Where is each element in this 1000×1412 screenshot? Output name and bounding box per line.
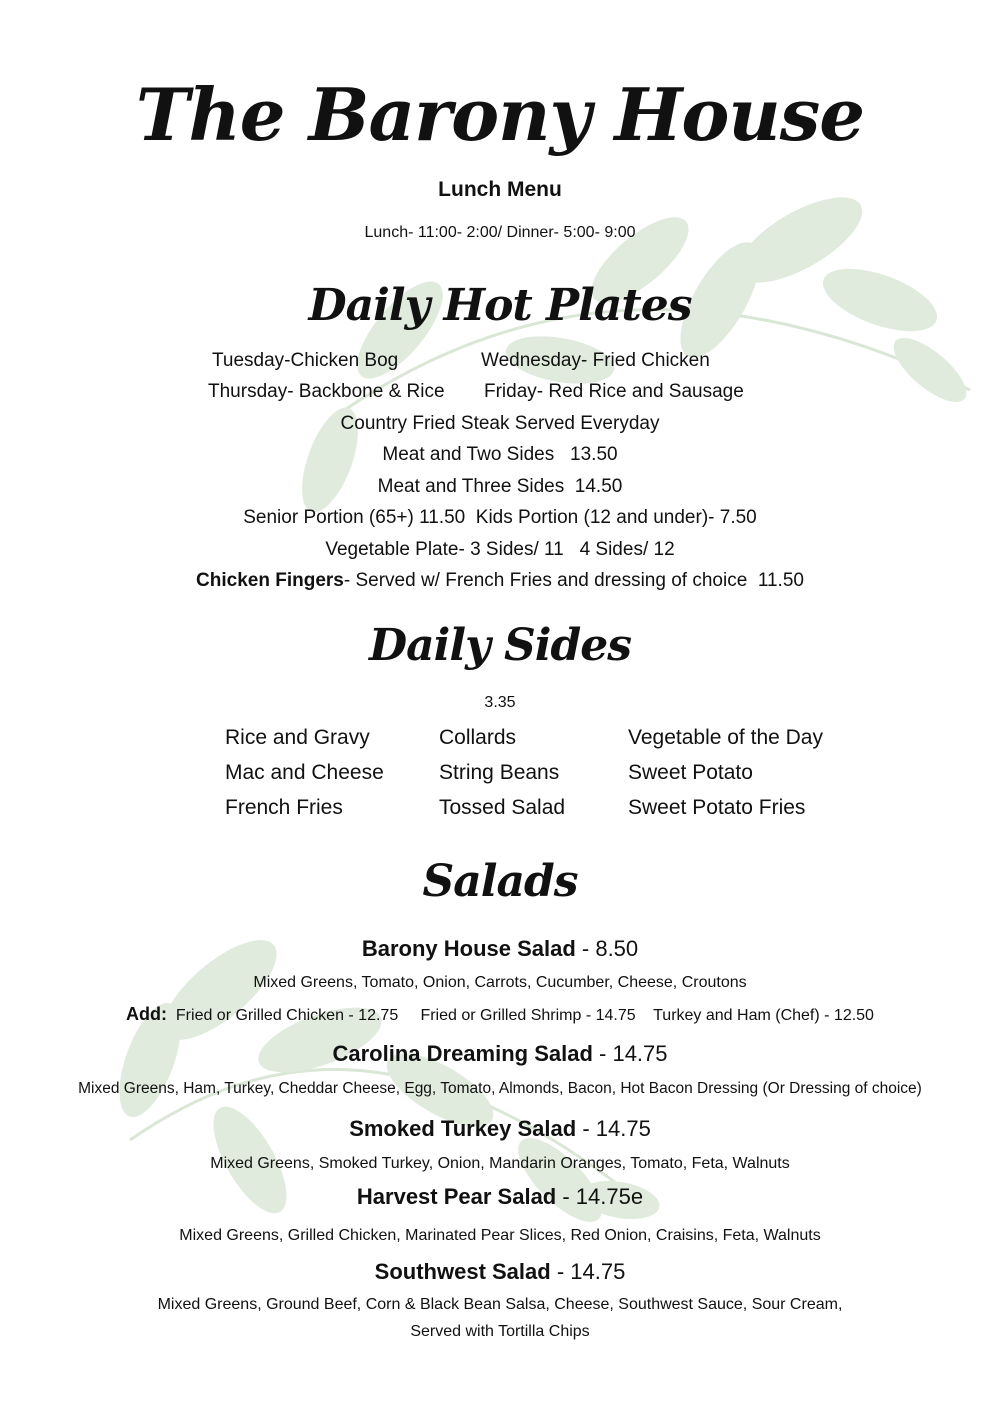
hot-plates-heading: Daily Hot Plates <box>308 280 692 331</box>
sides-heading: Daily Sides <box>368 620 631 671</box>
side-item: Tossed Salad <box>439 796 566 819</box>
salad-title <box>0 936 1000 962</box>
side-item: Sweet Potato Fries <box>628 796 806 819</box>
sides-column-2 <box>439 726 565 831</box>
salad-name: Carolina Dreaming Salad <box>332 1041 593 1066</box>
salad-price: - 14.75e <box>556 1184 644 1209</box>
chicken-fingers-label: Chicken Fingers <box>196 570 344 591</box>
salad-title <box>0 1184 1000 1210</box>
tuesday-special: Tuesday-Chicken Bog <box>212 350 399 371</box>
sides-column-3 <box>628 726 823 831</box>
friday-special: Friday- Red Rice and Sausage <box>484 381 744 402</box>
sides-column-1 <box>225 726 384 831</box>
wednesday-special: Wednesday- Fried Chicken <box>481 350 710 371</box>
meat-three-sides: Meat and Three Sides 14.50 <box>377 476 623 497</box>
salad-price: - 8.50 <box>575 936 639 961</box>
restaurant-title: The Barony House <box>135 72 865 157</box>
salad-description: Mixed Greens, Ham, Turkey, Cheddar Cheese, Egg, Tomato, Almonds, Bacon, Hot Bacon Dressing (Or Dressing of choice) <box>78 1080 922 1097</box>
salad-description: Mixed Greens, Ground Beef, Corn & Black Bean Salsa, Cheese, Southwest Sauce, Sour Cream, <box>157 1296 843 1313</box>
portions: Senior Portion (65+) 11.50 Kids Portion (12 and under)- 7.50 <box>243 507 757 528</box>
side-item: Rice and Gravy <box>225 726 370 749</box>
salad-title <box>0 1116 1000 1142</box>
salad-price: - 14.75 <box>550 1259 626 1284</box>
add-options: Fried or Grilled Chicken - 12.75 Fried or Grilled Shrimp - 14.75 Turkey and Ham (Chef) - 12.50 <box>167 1007 874 1024</box>
salad-description: Mixed Greens, Grilled Chicken, Marinated Pear Slices, Red Onion, Craisins, Feta, Walnuts <box>179 1227 821 1244</box>
side-item: French Fries <box>225 796 343 819</box>
vegetable-plate: Vegetable Plate- 3 Sides/ 11 4 Sides/ 12 <box>325 539 675 560</box>
salad-title <box>0 1041 1000 1067</box>
salad-name: Smoked Turkey Salad <box>349 1116 577 1141</box>
salad-price: - 14.75 <box>576 1116 651 1141</box>
salads-heading: Salads <box>422 856 578 907</box>
salad-price: - 14.75 <box>592 1041 668 1066</box>
sides-price: 3.35 <box>484 694 516 711</box>
side-item: Vegetable of the Day <box>628 726 823 749</box>
side-item: String Beans <box>439 761 560 784</box>
salad-description: Mixed Greens, Tomato, Onion, Carrots, Cucumber, Cheese, Croutons <box>253 974 747 991</box>
salad-name: Southwest Salad <box>374 1259 551 1284</box>
everyday-special: Country Fried Steak Served Everyday <box>340 413 660 434</box>
add-label: Add: <box>126 1004 168 1024</box>
salad-add-ons <box>0 1004 1000 1025</box>
salad-name: Barony House Salad <box>361 936 576 961</box>
side-item: Mac and Cheese <box>225 761 384 784</box>
chicken-fingers-desc: - Served w/ French Fries and dressing of choice 11.50 <box>343 570 804 591</box>
salad-title <box>0 1259 1000 1285</box>
menu-subtitle: Lunch Menu <box>438 178 562 201</box>
chicken-fingers <box>0 570 1000 592</box>
side-item: Sweet Potato <box>628 761 753 784</box>
salad-description-continued: Served with Tortilla Chips <box>410 1323 590 1340</box>
thursday-special: Thursday- Backbone & Rice <box>208 381 445 402</box>
hours: Lunch- 11:00- 2:00/ Dinner- 5:00- 9:00 <box>364 224 636 241</box>
side-item: Collards <box>439 726 517 749</box>
salad-name: Harvest Pear Salad <box>356 1184 557 1209</box>
meat-two-sides: Meat and Two Sides 13.50 <box>382 444 618 465</box>
salad-description: Mixed Greens, Smoked Turkey, Onion, Mandarin Oranges, Tomato, Feta, Walnuts <box>210 1155 790 1172</box>
